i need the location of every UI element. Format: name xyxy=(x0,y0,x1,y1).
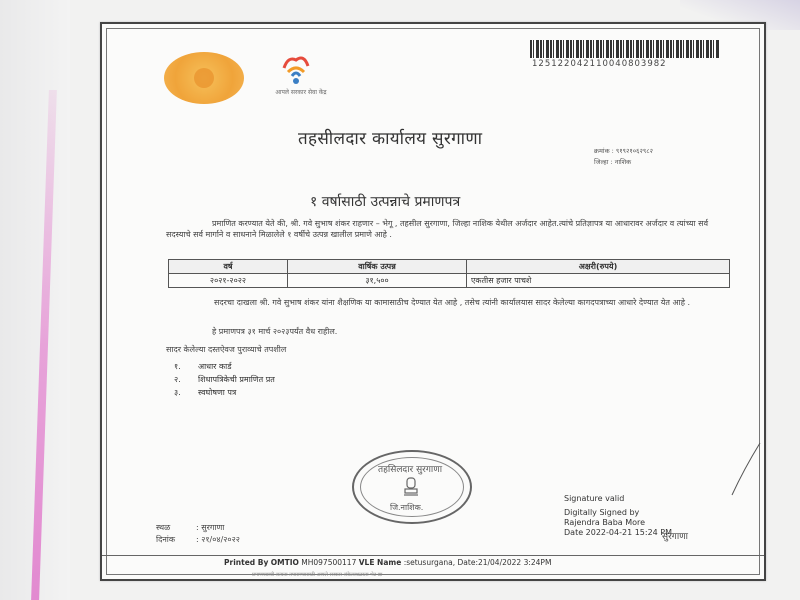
signer-name: Rajendra Baba More xyxy=(564,518,646,527)
office-title: तहसीलदार कार्यालय सुरगाणा xyxy=(298,129,483,149)
footer-note: प्रमाणपत्राची सत्यता तपासण्यासाठी आपले सरकार संकेतस्थळाला भेट द्या xyxy=(252,572,383,578)
reference-block xyxy=(594,146,653,168)
digitally-signed-label: Digitally Signed by xyxy=(564,508,640,517)
tahsildar-stamp xyxy=(352,450,472,524)
cell-income: ३१,५०० xyxy=(288,274,467,288)
documents-list xyxy=(174,360,275,399)
barcode xyxy=(530,40,720,58)
maharashtra-seal-icon xyxy=(164,52,244,104)
emblem-icon xyxy=(402,476,420,498)
pen-mark xyxy=(724,439,764,499)
place-value: : सुरगाणा xyxy=(196,523,225,532)
purpose-paragraph: सदरचा दाखला श्री. गवे सुभाष शंकर यांना शैक्षणिक या कामासाठीच देण्यात येत आहे , तसेच त्यांनी कार्यालयास सादर केलेल्या कागदपत्राच्या आधारे देण्यात येत आहे . xyxy=(214,298,691,307)
barcode-number: 125122042110040803982 xyxy=(532,59,667,69)
date-label: दिनांक xyxy=(156,535,175,544)
documents-heading: सादर केलेल्या दस्तऐवज पुराव्याचे तपशील xyxy=(166,345,287,354)
list-item: २. शिधापत्रिकेची प्रमाणित प्रत xyxy=(174,375,275,384)
stamp-bottom-text: जि.नाशिक. xyxy=(390,503,424,512)
certificate-title: १ वर्षासाठी उत्पन्नाचे प्रमाणपत्र xyxy=(310,194,461,210)
list-item: ३. स्वघोषणा पत्र xyxy=(174,388,237,397)
place-label: स्थळ xyxy=(156,523,171,532)
header-annual-income: वार्षिक उत्पन्न xyxy=(288,260,467,274)
list-item: १. आधार कार्ड xyxy=(174,362,232,371)
place-date-block xyxy=(156,522,240,546)
signature-valid: Signature valid xyxy=(564,494,625,503)
certificate-document xyxy=(100,22,766,581)
reference-district: जिल्हा : नाशिक xyxy=(594,158,632,166)
income-table xyxy=(168,259,730,288)
validity-text: हे प्रमाणपत्र ३१ मार्च २०२३पर्यंत वैध राहील. xyxy=(212,327,338,336)
digital-signature-block xyxy=(564,494,672,538)
signature-office: सुरगाणा xyxy=(662,532,689,542)
header-in-words: अक्षरी(रुपये) xyxy=(467,260,730,274)
header-year: वर्ष xyxy=(169,260,288,274)
date-value: : २१/०४/२०२२ xyxy=(196,535,240,544)
print-footer: Printed By OMTIO MH097500117 VLE Name :setusurgana, Date:21/04/2022 3:24PM xyxy=(224,558,552,567)
stamp-top-text: तहसिलदार सुरगाणा xyxy=(378,465,443,475)
reference-number: क्रमांक : ९१९२१०६२९८२ xyxy=(594,147,654,155)
footer-divider xyxy=(102,555,764,556)
cell-year: २०२१-२०२२ xyxy=(169,274,288,288)
signature-date: Date 2022-04-21 15:24 PM xyxy=(564,528,673,537)
table-row xyxy=(169,274,730,288)
intro-paragraph: प्रमाणित करण्यात येते की, श्री. गवे सुभाष शंकर राहणार – भेगू , तहसील सुरगाणा, जिल्हा नाशिक येथील अर्जदार आहेत.त्यांचे प्रतिज्ञापत्र या आधारावर अर्जदार व त्यांच्या सर्व सदस्याचे सर्व मार्गाने व साधनाने मिळालेले १ वर्षीचे उत्पन्न खालील प्रमाणे आहे . xyxy=(166,219,709,239)
logo-text: आपले सरकार सेवा केंद्र xyxy=(275,89,327,96)
table-header-row xyxy=(169,260,730,274)
cell-in-words: एकतीस हजार पाचशे xyxy=(467,274,730,288)
